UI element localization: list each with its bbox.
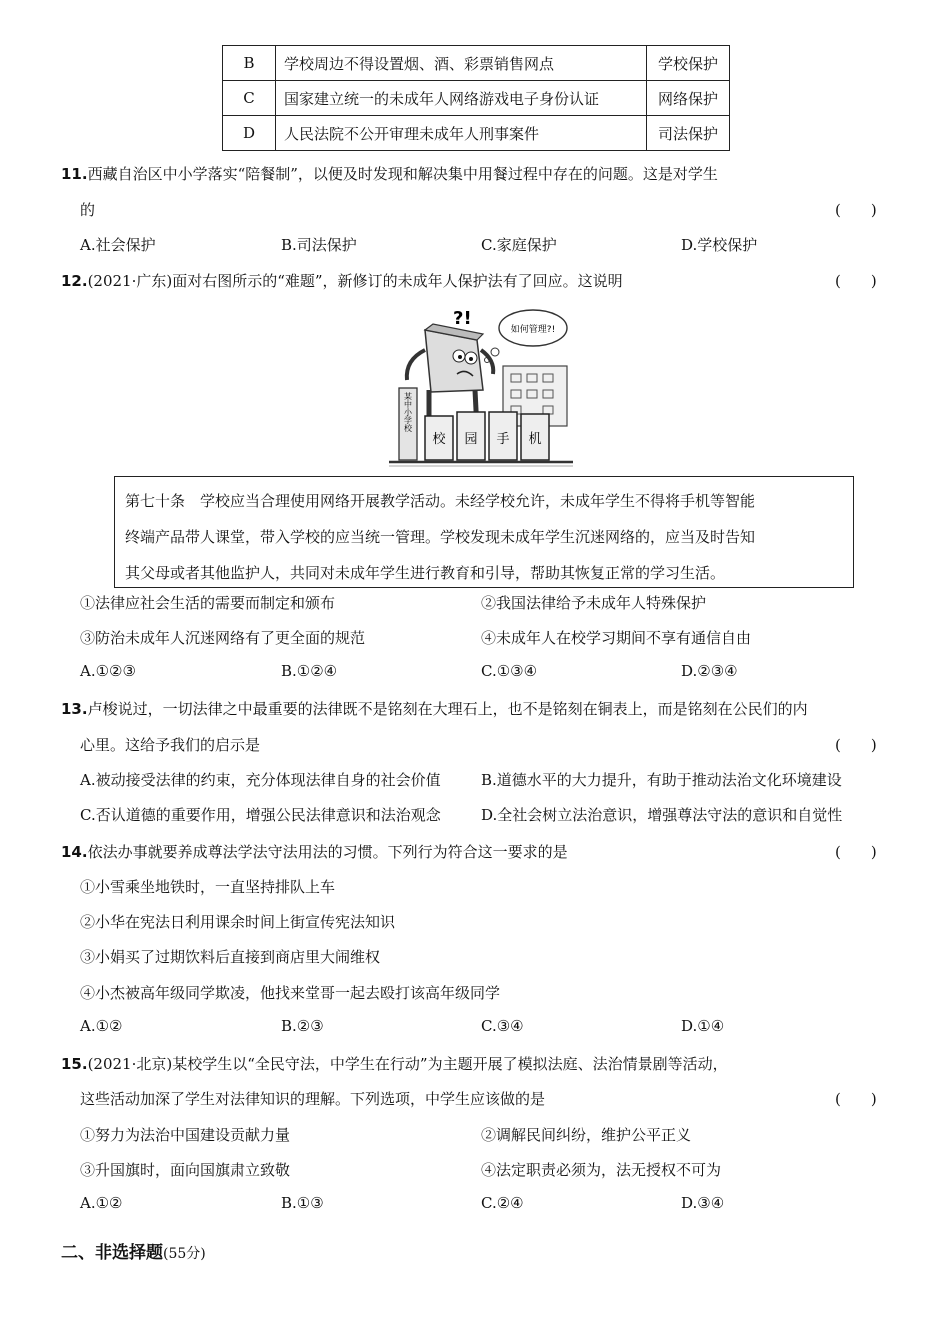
- question-number: 15.: [61, 1055, 88, 1073]
- statement-4: ④法定职责必须为，法无授权不可为: [481, 1161, 722, 1179]
- row-type: 学校保护: [647, 46, 730, 81]
- option-d: D.全社会树立法治意识，增强尊法守法的意识和自觉性: [481, 806, 843, 824]
- question-number: 11.: [61, 165, 88, 183]
- option-b: B.司法保护: [281, 236, 357, 254]
- section-heading: [61, 1238, 206, 1263]
- card-label: 机: [528, 432, 542, 447]
- section-title: 二、非选择题: [61, 1243, 163, 1263]
- answer-bracket: ( ): [835, 1090, 877, 1108]
- question-11-stem: [61, 163, 718, 184]
- option-b: B.②③: [281, 1017, 324, 1035]
- row-type: 司法保护: [647, 116, 730, 151]
- answer-bracket: ( ): [835, 272, 877, 290]
- question-number: 13.: [61, 700, 88, 718]
- row-type: 网络保护: [647, 81, 730, 116]
- question-12-stem: [61, 270, 623, 291]
- statement-1: ①小雪乘坐地铁时，一直坚持排队上车: [80, 878, 336, 896]
- option-c: C.②④: [481, 1194, 524, 1212]
- statement-3: ③小娟买了过期饮料后直接到商店里大闹维权: [80, 948, 381, 966]
- question-number: 12.: [61, 272, 88, 290]
- question-11-stem-cont: 的: [80, 201, 96, 219]
- question-14-stem: [61, 841, 568, 862]
- option-a: A.①②: [80, 1194, 123, 1212]
- card-label: 校: [432, 432, 446, 447]
- statement-2: ②调解民间纠纷，维护公平正义: [481, 1126, 692, 1144]
- question-text: 依法办事就要养成尊法学法守法用法的习惯。下列行为符合这一要求的是: [87, 843, 568, 861]
- statement-1: ①法律应社会生活的需要而制定和颁布: [80, 594, 336, 612]
- cartoon-illustration: [385, 300, 575, 468]
- option-c: C.①③④: [481, 662, 538, 680]
- statement-4: ④小杰被高年级同学欺凌，他找来堂哥一起去殴打该高年级同学: [80, 984, 501, 1002]
- question-text: 卢梭说过，一切法律之中最重要的法律既不是铭刻在大理石上，也不是铭刻在铜表上，而是铭刻在公民们的内: [87, 700, 808, 718]
- option-a: A.被动接受法律的约束，充分体现法律自身的社会价值: [80, 771, 441, 789]
- option-a: A.①②③: [80, 662, 136, 680]
- statement-4: ④未成年人在校学习期间不享有通信自由: [481, 629, 752, 647]
- row-letter: D: [223, 116, 276, 151]
- table-row: [223, 46, 730, 81]
- statement-2: ②我国法律给予未成年人特殊保护: [481, 594, 707, 612]
- article-line: 第七十条 学校应当合理使用网络开展教学活动。未经学校允许，未成年学生不得将手机等智能: [125, 492, 756, 510]
- option-b: B.道德水平的大力提升，有助于推动法治文化环境建设: [481, 771, 842, 789]
- option-c: C.否认道德的重要作用，增强公民法律意识和法治观念: [80, 806, 441, 824]
- card-label: 园: [464, 432, 478, 447]
- option-d: D.③④: [681, 1194, 725, 1212]
- row-letter: C: [223, 81, 276, 116]
- question-number: 14.: [61, 843, 88, 861]
- statement-2: ②小华在宪法日利用课余时间上街宣传宪法知识: [80, 913, 396, 931]
- question-13-stem-cont: 心里。这给予我们的启示是: [80, 736, 261, 754]
- option-d: D.学校保护: [681, 236, 758, 254]
- article-line: 其父母或者其他监护人，共同对未成年学生进行教育和引导，帮助其恢复正常的学习生活。: [125, 564, 726, 582]
- statement-1: ①努力为法治中国建设贡献力量: [80, 1126, 291, 1144]
- option-b: B.①③: [281, 1194, 324, 1212]
- option-d: D.①④: [681, 1017, 725, 1035]
- section-points: (55分): [163, 1246, 206, 1262]
- question-13-stem: [61, 698, 808, 719]
- answer-bracket: ( ): [835, 736, 877, 754]
- article-line: 终端产品带人课堂，带入学校的应当统一管理。学校发现未成年学生沉迷网络的，应当及时告知: [125, 528, 756, 546]
- card-label: 手: [496, 432, 510, 447]
- question-text: (2021·广东)面对右图所示的“难题”，新修订的未成年人保护法有了回应。这说明: [87, 272, 623, 290]
- option-c: C.家庭保护: [481, 236, 557, 254]
- school-sign: 某中小学校: [403, 392, 413, 432]
- question-15-stem: [61, 1053, 728, 1074]
- law-article-box: [114, 476, 854, 588]
- statement-3: ③防治未成年人沉迷网络有了更全面的规范: [80, 629, 366, 647]
- question-text: 西藏自治区中小学落实“陪餐制”，以便及时发现和解决集中用餐过程中存在的问题。这是对学生: [87, 165, 718, 183]
- option-d: D.②③④: [681, 662, 738, 680]
- option-a: A.社会保护: [80, 236, 156, 254]
- options-table: [222, 45, 730, 151]
- question-15-stem-cont: 这些活动加深了学生对法律知识的理解。下列选项，中学生应该做的是: [80, 1090, 546, 1108]
- row-content: 国家建立统一的未成年人网络游戏电子身份认证: [276, 81, 647, 116]
- option-b: B.①②④: [281, 662, 338, 680]
- option-c: C.③④: [481, 1017, 524, 1035]
- statement-3: ③升国旗时，面向国旗肃立致敬: [80, 1161, 291, 1179]
- exclaim-marks: ?!: [453, 308, 472, 329]
- answer-bracket: ( ): [835, 843, 877, 861]
- option-a: A.①②: [80, 1017, 123, 1035]
- question-text: (2021·北京)某校学生以“全民守法，中学生在行动”为主题开展了模拟法庭、法治情景剧等活动，: [87, 1055, 728, 1073]
- table-row: [223, 116, 730, 151]
- row-content: 学校周边不得设置烟、酒、彩票销售网点: [276, 46, 647, 81]
- answer-bracket: ( ): [835, 201, 877, 219]
- table-row: [223, 81, 730, 116]
- bubble-text: 如何管理?!: [510, 325, 556, 335]
- row-content: 人民法院不公开审理未成年人刑事案件: [276, 116, 647, 151]
- row-letter: B: [223, 46, 276, 81]
